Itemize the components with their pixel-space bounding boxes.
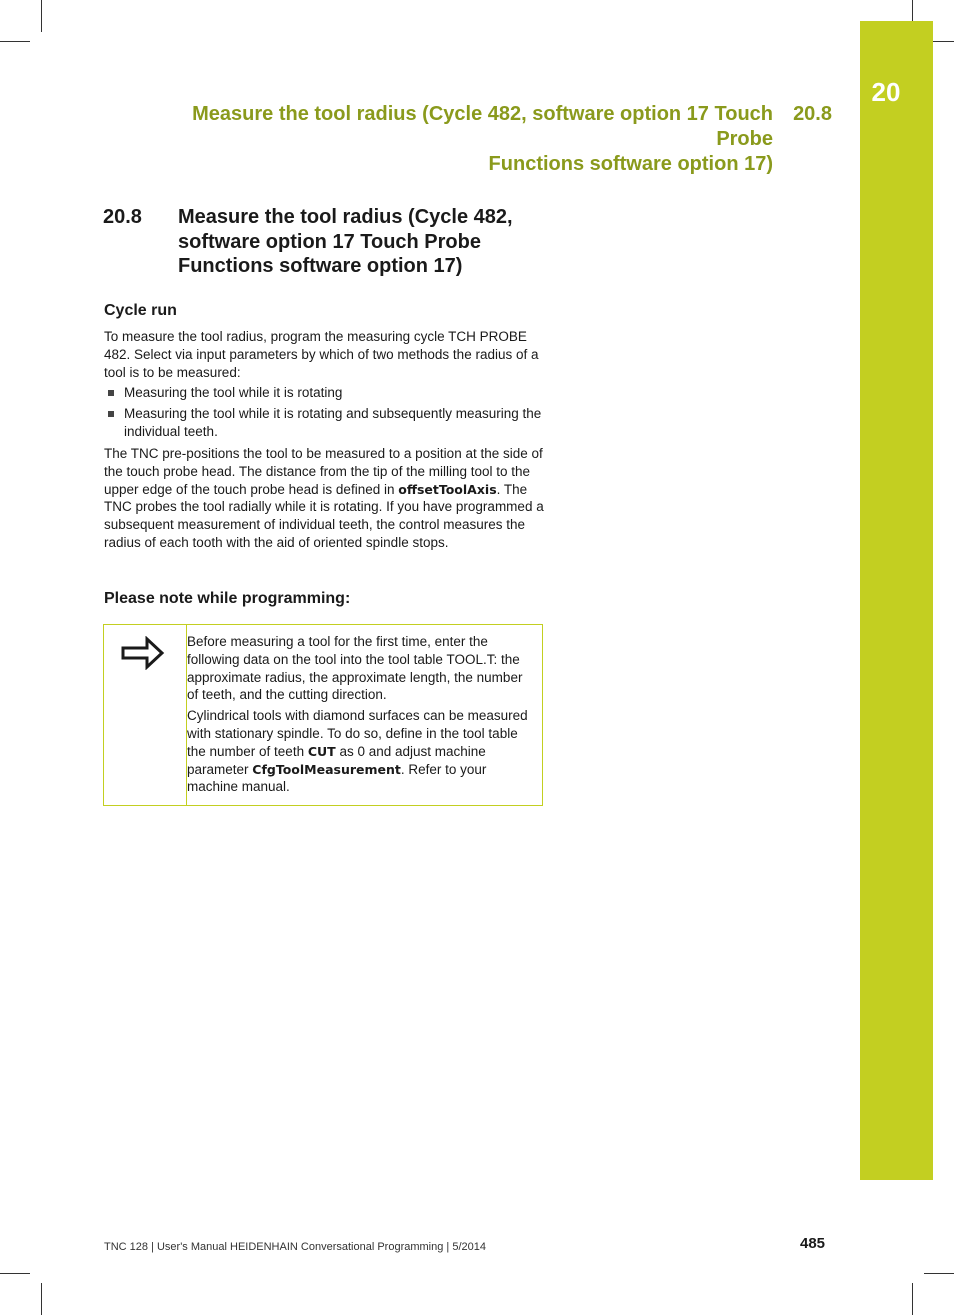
text-span: as 0 and adjust machine parameter <box>187 743 486 777</box>
text-span: The TNC pre-positions the tool to be measured to a position at the side of the touch probe head. The distance from the tip of the milling tool to the upper edge of the touch probe head is defined in <box>104 446 543 497</box>
parameter-name: offsetToolAxis <box>398 481 497 497</box>
parameter-name: CUT <box>307 743 336 759</box>
note-box <box>103 624 543 806</box>
crop-mark <box>0 1273 30 1274</box>
text-span: . The TNC probes the tool radially while it is rotating. If you have programmed a subsequent measurement of individual teeth, the control measures the radius of each tooth with the aid of oriented spindle stops. <box>104 481 544 550</box>
crop-mark <box>0 41 30 42</box>
cycle-run-bullets <box>104 384 544 443</box>
running-header-line: Functions software option 17) <box>488 153 773 175</box>
list-item-text: Measuring the tool while it is rotating <box>124 385 343 400</box>
crop-mark <box>924 1273 954 1274</box>
section-title-line: Functions software option 17) <box>178 255 463 277</box>
cycle-run-heading: Cycle run <box>104 302 177 319</box>
running-header-section-number: 20.8 <box>793 103 832 125</box>
cycle-run-description <box>104 445 544 552</box>
list-item <box>104 384 544 402</box>
list-item <box>104 405 544 441</box>
section-title-line: software option 17 Touch Probe <box>178 230 481 253</box>
programming-note-heading: Please note while programming: <box>104 590 351 607</box>
chapter-tab <box>860 21 933 1180</box>
chapter-number: 20 <box>871 77 901 107</box>
note-text <box>187 633 535 799</box>
cycle-run-intro: To measure the tool radius, program the measuring cycle TCH PROBE 482. Select via input parameters by which of two methods the radius of a tool is to be measured: <box>104 329 539 380</box>
bullet-square-icon <box>108 390 114 396</box>
note-paragraph: Before measuring a tool for the first time, enter the following data on the tool into the tool table TOOL.T: the approximate radius, the approximate length, the number of teeth, and the cutting direction. <box>187 634 523 703</box>
note-paragraph <box>187 707 535 796</box>
running-header-line: Measure the tool radius (Cycle 482, software option 17 Touch Probe <box>192 103 773 150</box>
arrow-right-icon <box>121 636 165 670</box>
section-number: 20.8 <box>103 206 142 228</box>
text-span: Cylindrical tools with diamond surfaces can be measured with stationary spindle. To do so, define in the tool table the number of teeth <box>187 708 528 759</box>
list-item-text: Measuring the tool while it is rotating and subsequently measuring the individual teeth. <box>124 405 542 439</box>
running-header-title <box>133 102 773 177</box>
footer-text: TNC 128 | User's Manual HEIDENHAIN Conversational Programming | 5/2014 <box>104 1241 486 1253</box>
crop-mark <box>912 1283 913 1315</box>
bullet-square-icon <box>108 411 114 417</box>
parameter-name: CfgToolMeasurement <box>252 761 401 777</box>
crop-mark <box>41 0 42 32</box>
section-title <box>178 205 548 279</box>
text-span: . Refer to your machine manual. <box>187 761 487 795</box>
section-title-line: Measure the tool radius (Cycle 482, <box>178 206 513 228</box>
page-number: 485 <box>800 1235 826 1252</box>
crop-mark <box>41 1283 42 1315</box>
